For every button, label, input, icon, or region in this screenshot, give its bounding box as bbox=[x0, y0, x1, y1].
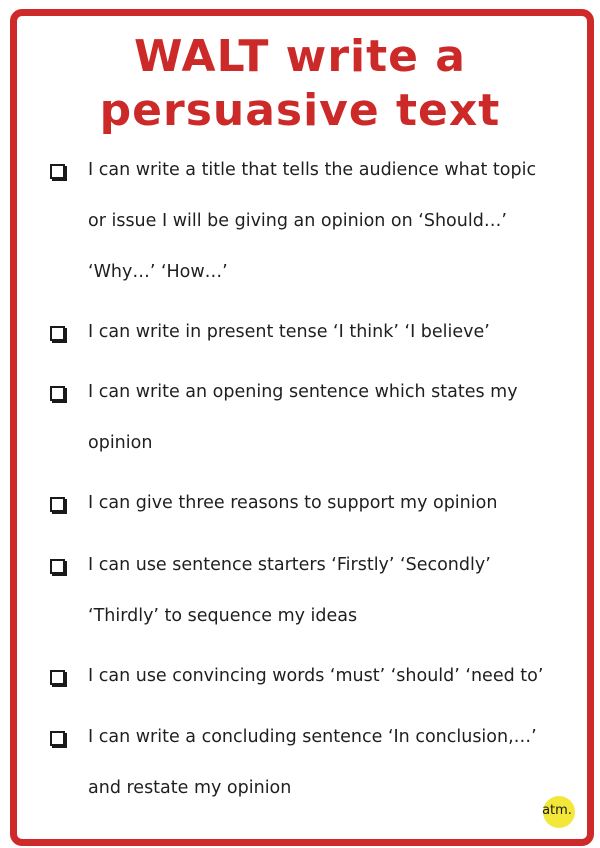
checkbox-icon[interactable] bbox=[50, 326, 65, 341]
checkbox-icon[interactable] bbox=[50, 386, 65, 401]
checkbox-icon[interactable] bbox=[50, 670, 65, 685]
title-line-1: WALT write a bbox=[133, 31, 466, 82]
logo-text: atm. bbox=[542, 803, 572, 818]
checkbox-icon[interactable] bbox=[50, 731, 65, 746]
list-item-text: I can give three reasons to support my opinion bbox=[88, 493, 498, 513]
list-item-text: I can write a title that tells the audience what topic or issue I will be giving an opinion on ‘Should…’ ‘Why…’ ‘How…’ bbox=[88, 160, 537, 282]
checkbox-icon[interactable] bbox=[50, 497, 65, 512]
list-item-text: I can use convincing words ‘must’ ‘should’ ‘need to’ bbox=[88, 666, 544, 686]
title-line-2: persuasive text bbox=[99, 85, 501, 136]
checkbox-icon[interactable] bbox=[50, 164, 65, 179]
page-title bbox=[0, 30, 600, 138]
list-item-text: I can use sentence starters ‘Firstly’ ‘Secondly’ ‘Thirdly’ to sequence my ideas bbox=[88, 555, 491, 626]
list-item-text: I can write an opening sentence which states my opinion bbox=[88, 382, 518, 453]
list-item-text: I can write a concluding sentence ‘In conclusion,…’ and restate my opinion bbox=[88, 727, 537, 798]
list-item-text: I can write in present tense ‘I think’ ‘I believe’ bbox=[88, 322, 490, 342]
atm-logo bbox=[537, 790, 577, 830]
checkbox-icon[interactable] bbox=[50, 559, 65, 574]
